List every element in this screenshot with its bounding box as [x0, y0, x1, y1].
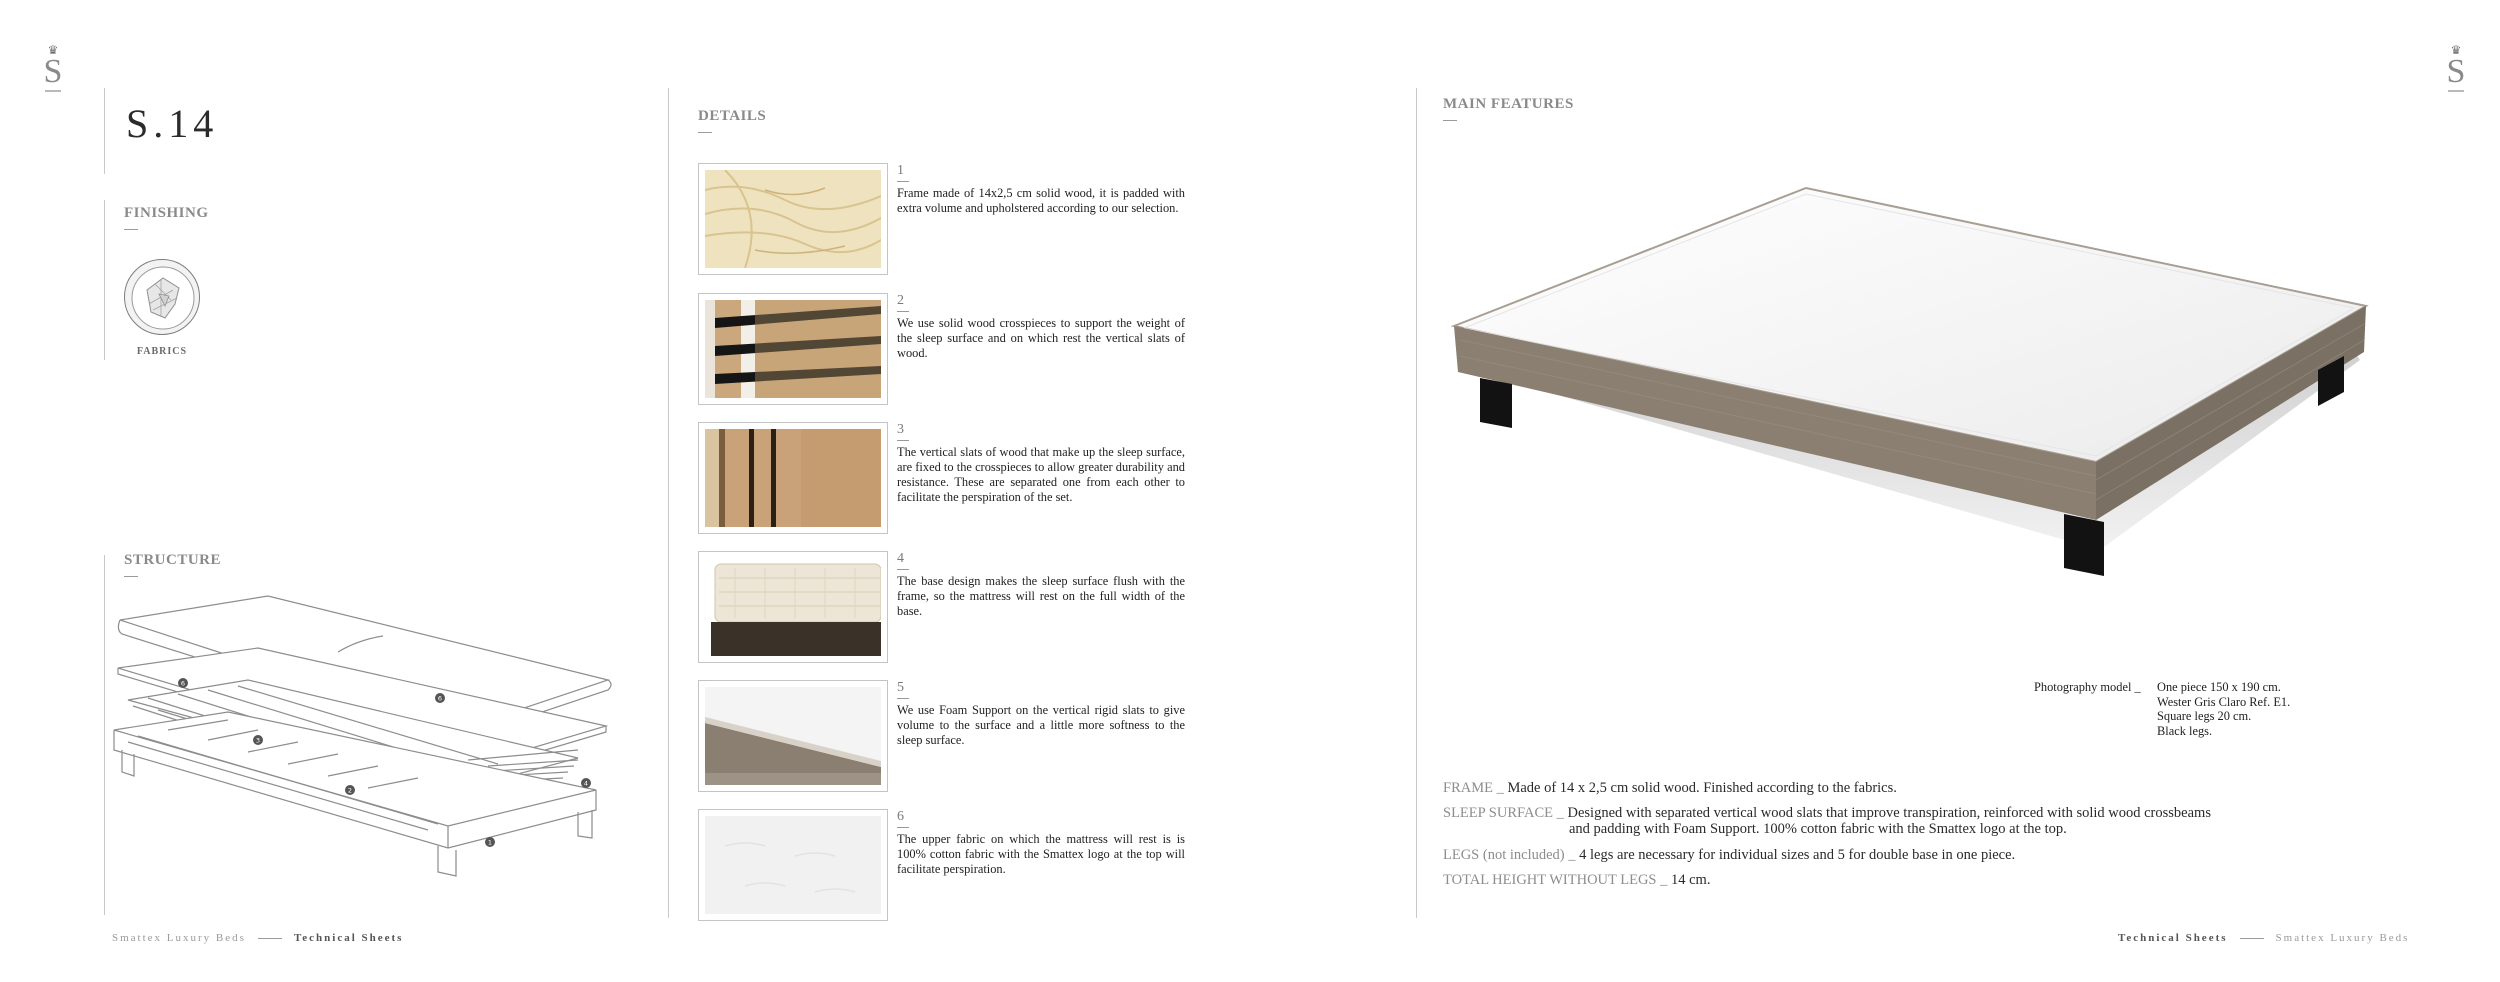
detail-number: 1 — [897, 163, 909, 182]
structure-marker: 1 — [487, 838, 493, 847]
crown-icon: ♛ — [2450, 43, 2462, 57]
feature-frame: FRAME _ Made of 14 x 2,5 cm solid wood. Finished according to the fabrics. — [1443, 780, 1897, 796]
bed-base-photo — [1440, 180, 2380, 640]
detail-text: Frame made of 14x2,5 cm solid wood, it is padded with extra volume and upholstered according to our selection. — [897, 186, 1185, 215]
structure-title: STRUCTURE — [124, 552, 221, 577]
detail-image-vertical-slats — [698, 422, 888, 534]
divider-finishing — [104, 200, 105, 360]
details-title: DETAILS — [698, 108, 766, 133]
feature-label: SLEEP SURFACE — [1443, 805, 1553, 821]
photo-caption-line: Square legs 20 cm. — [2157, 709, 2252, 723]
footer-section: Technical Sheets — [293, 932, 404, 944]
brand-logo-right — [2445, 44, 2467, 92]
feature-text: 4 legs are necessary for individual sizes and 5 for double base in one piece. — [1579, 847, 2016, 863]
model-code: S.14 — [126, 101, 219, 146]
detail-number: 2 — [897, 293, 909, 312]
divider-structure — [104, 555, 105, 915]
feature-label: FRAME — [1443, 780, 1493, 796]
feature-text: 14 cm. — [1671, 872, 1711, 888]
fabric-swatch[interactable] — [124, 259, 200, 335]
structure-marker: 3 — [255, 736, 261, 745]
divider-details — [668, 88, 669, 918]
detail-image-frame-wood — [698, 163, 888, 275]
detail-number: 6 — [897, 809, 909, 828]
feature-text: Designed with separated vertical wood slats that improve transpiration, reinforced with solid wood crossbeams — [1567, 805, 2211, 821]
feature-text: Made of 14 x 2,5 cm solid wood. Finished according to the fabrics. — [1507, 780, 1897, 796]
divider-main-features — [1416, 88, 1417, 918]
detail-text: The vertical slats of wood that make up the sleep surface, are fixed to the crosspieces to allow greater durability and resistance. These are separated one from each other to facilitate the perspiration of the set. — [897, 445, 1185, 504]
photo-caption-line: Black legs. — [2157, 723, 2213, 738]
detail-number: 5 — [897, 680, 909, 699]
structure-marker: 4 — [583, 779, 589, 788]
photo-caption-details — [2157, 680, 2290, 738]
feature-legs: LEGS (not included) _ 4 legs are necessary for individual sizes and 5 for double base in one piece. — [1443, 847, 2016, 863]
structure-marker: 6 — [180, 679, 186, 688]
structure-marker: 6 — [437, 694, 443, 703]
photo-caption-line: Wester Gris Claro Ref. E1. — [2157, 694, 2291, 709]
footer-section: Technical Sheets — [2118, 932, 2228, 944]
fabric-label: FABRICS — [136, 346, 188, 357]
detail-text: We use solid wood crosspieces to support the weight of the sleep surface and on which rest the vertical slats of wood. — [897, 316, 1185, 360]
divider-model-code — [104, 88, 105, 174]
detail-image-crosspieces — [698, 293, 888, 405]
detail-number: 4 — [897, 551, 909, 570]
photo-caption-label: Photography model _ — [2034, 680, 2141, 694]
feature-label: TOTAL HEIGHT WITHOUT LEGS — [1443, 872, 1657, 888]
logo-underline — [45, 90, 61, 92]
photo-caption-line: One piece 150 x 190 cm. — [2157, 680, 2281, 694]
footer-brand: Smattex Luxury Beds — [112, 932, 246, 944]
detail-image-upper-fabric — [698, 809, 888, 921]
footer-right — [2118, 932, 2409, 944]
logo-underline — [2448, 90, 2464, 92]
main-features-title: MAIN FEATURES — [1443, 96, 1574, 121]
fabric-icon — [125, 260, 200, 335]
detail-number: 3 — [897, 422, 909, 441]
detail-text: We use Foam Support on the vertical rigid slats to give volume to the surface and a little more softness to the sleep surface. — [897, 703, 1185, 747]
feature-total-height: TOTAL HEIGHT WITHOUT LEGS _ 14 cm. — [1443, 872, 1711, 888]
brand-logo-left — [42, 44, 64, 92]
logo-letter: S — [43, 53, 63, 90]
detail-text: The base design makes the sleep surface flush with the frame, so the mattress will rest on the full width of the base. — [897, 574, 1185, 618]
detail-text: The upper fabric on which the mattress will rest is is 100% cotton fabric with the Smattex logo at the top will facilitate perspiration. — [897, 832, 1185, 876]
footer-brand: Smattex Luxury Beds — [2275, 932, 2410, 944]
feature-text-continued: and padding with Foam Support. 100% cotton fabric with the Smattex logo at the top. — [1569, 821, 2067, 837]
structure-marker: 2 — [347, 786, 353, 795]
detail-image-foam-support — [698, 680, 888, 792]
logo-letter: S — [2446, 53, 2466, 90]
footer-left — [112, 932, 403, 944]
finishing-title: FINISHING — [124, 205, 209, 230]
structure-exploded-diagram — [108, 590, 628, 900]
detail-image-mattress-on-base — [698, 551, 888, 663]
feature-label: LEGS (not included) — [1443, 847, 1565, 863]
crown-icon: ♛ — [47, 43, 59, 57]
feature-sleep-surface: SLEEP SURFACE _ Designed with separated vertical wood slats that improve transpiration, reinforced with solid wood crossbeams and padding with Foam Support. 100% cotton fabric with the Smattex logo at the top. — [1443, 805, 2211, 837]
